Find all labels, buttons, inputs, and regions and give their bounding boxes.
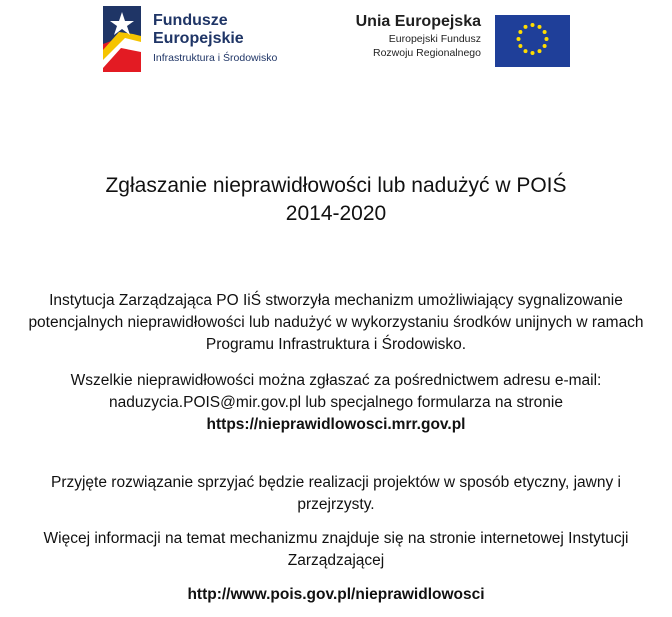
page-title	[0, 172, 672, 228]
fe-flag-icon	[103, 6, 141, 72]
paragraph-reporting-line1: Wszelkie nieprawidłowości można zgłaszać za pośrednictwem adresu e-mail:	[70, 372, 602, 389]
paragraph-reporting-line2: naduzycia.POIS@mir.gov.pl lub specjalnego formularza na stronie	[109, 394, 563, 411]
fundusze-europejskie-logo	[103, 6, 308, 74]
paragraph-more-info-line1: Więcej informacji na temat mechanizmu znajduje się na stronie internetowej Instytucji	[43, 530, 629, 547]
paragraph-intro-line1: Instytucja Zarządzająca PO IiŚ stworzyła mechanizm umożliwiający sygnalizowanie	[49, 292, 623, 309]
paragraph-more-info	[0, 528, 672, 572]
fe-logo-line2: Europejskie	[153, 30, 244, 47]
paragraph-ethics	[0, 472, 672, 516]
paragraph-intro-line2: potencjalnych nieprawidłowości lub nadużyć w wykorzystaniu środków unijnych w ramach	[28, 314, 644, 331]
unia-europejska-logo	[345, 12, 575, 68]
ue-logo-line3: Rozwoju Regionalnego	[373, 47, 481, 59]
fe-logo-line3: Infrastruktura i Środowisko	[153, 52, 278, 64]
paragraph-reporting	[0, 370, 672, 436]
pois-link[interactable]: http://www.pois.gov.pl/nieprawidlowosci	[187, 586, 485, 603]
fe-logo-line1: Fundusze	[153, 12, 228, 29]
paragraph-more-info-line2: Zarządzającej	[287, 552, 385, 569]
paragraph-ethics-line2: przejrzysty.	[297, 496, 375, 513]
form-link[interactable]: https://nieprawidlowosci.mrr.gov.pl	[206, 416, 466, 433]
ue-logo-line2: Europejski Fundusz	[388, 33, 481, 45]
title-line2: 2014-2020	[285, 202, 387, 225]
paragraph-intro	[0, 290, 672, 356]
eu-flag-icon	[495, 15, 570, 67]
ue-logo-line1: Unia Europejska	[355, 13, 481, 30]
paragraph-ethics-line1: Przyjęte rozwiązanie sprzyjać będzie realizacji projektów w sposób etyczny, jawny i	[50, 474, 621, 491]
paragraph-intro-line3: Programu Infrastruktura i Środowisko.	[205, 336, 467, 353]
title-line1: Zgłaszanie nieprawidłowości lub nadużyć w POIŚ	[105, 174, 567, 197]
